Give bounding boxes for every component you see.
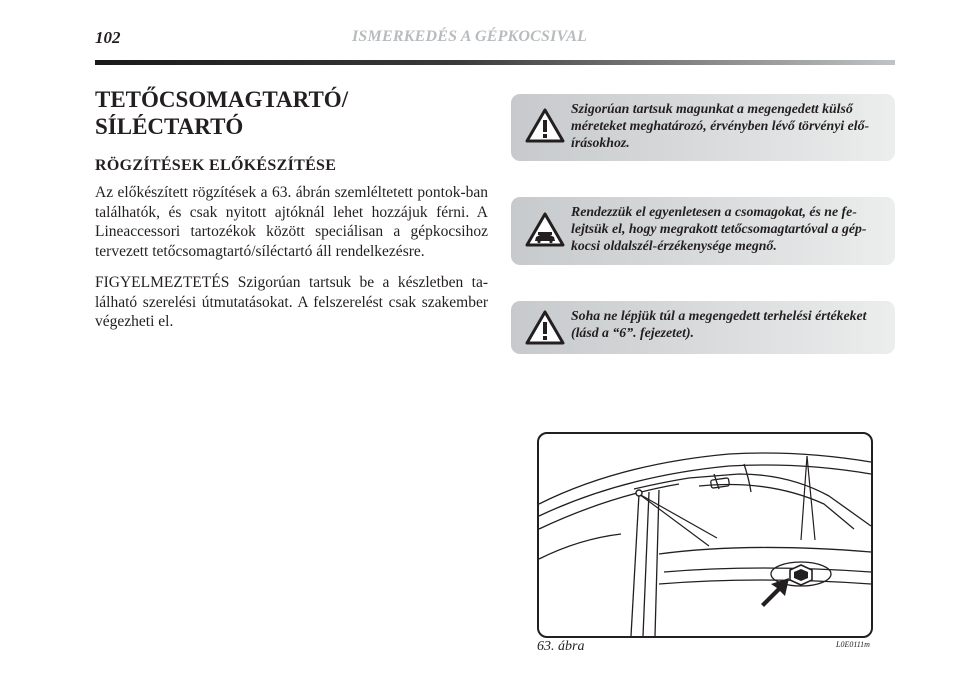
header-rule bbox=[95, 60, 895, 65]
body-paragraph-2: FIGYELMEZTETÉS Szigorúan tartsuk be a készletben ta-lálható szerelési útmutatásokat. A felszerelést csak szakember végezheti el. bbox=[95, 274, 488, 330]
section-title-line2: SÍLÉCTARTÓ bbox=[95, 114, 244, 139]
car-load-warning-icon bbox=[525, 212, 565, 248]
warning-text-2: Rendezzük el egyenletesen a csomagokat, és ne fe-lejtsük el, hogy megrakott tetőcsomagtartóval a gép-kocsi oldalszél-érzékenysége megnő. bbox=[571, 204, 867, 253]
warning-text-1: Szigorúan tartsuk magunkat a megengedett külső méreteket meghatározó, érvényben lévő törvényi elő-írásokhoz. bbox=[571, 101, 870, 150]
figure-roof-mount-points bbox=[537, 432, 873, 638]
warning-box-3 bbox=[511, 301, 895, 354]
subheading: RÖGZÍTÉSEK ELŐKÉSZÍTÉSE bbox=[95, 157, 337, 174]
section-title-line1: TETŐCSOMAGTARTÓ/ bbox=[95, 87, 349, 112]
body-paragraph-1: Az előkészített rögzítések a 63. ábrán szemléltetett pontok-ban találhatók, és csak nyitott ajtóknál lehet hozzájuk férni. A Lineaccessori tartozékok között speciálisan a gépkocsihoz tervezett tetőcsomagtartó/síléctartó áll rendelkezésre. bbox=[95, 184, 488, 260]
section-title bbox=[95, 86, 348, 140]
running-header: ISMERKEDÉS A GÉPKOCSIVAL bbox=[352, 28, 588, 45]
car-roof-illustration bbox=[539, 434, 871, 636]
warning-text-3: Soha ne lépjük túl a megengedett terhelési értékeket (lásd a “6”. fejezetet). bbox=[571, 308, 867, 340]
figure-caption: 63. ábra bbox=[537, 639, 585, 654]
figure-code: L0E0111m bbox=[836, 640, 870, 649]
warning-box-2 bbox=[511, 197, 895, 265]
exclamation-warning-icon bbox=[525, 108, 565, 144]
exclamation-warning-icon bbox=[525, 310, 565, 346]
warning-box-1 bbox=[511, 94, 895, 161]
page-number: 102 bbox=[95, 28, 121, 47]
